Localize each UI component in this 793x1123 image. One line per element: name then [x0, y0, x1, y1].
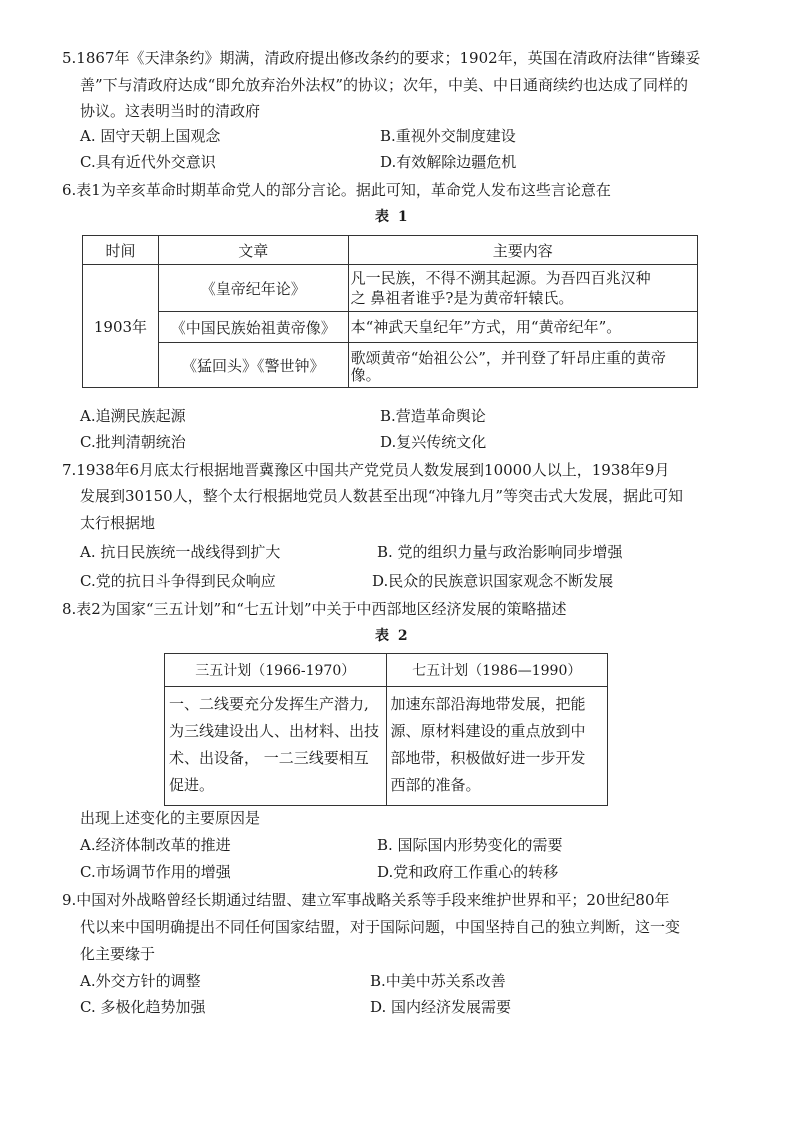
- table-1-header-row: [83, 236, 698, 265]
- content-line: 像。: [350, 366, 381, 384]
- q9-option-c[interactable]: C. 多极化趋势加强: [80, 998, 206, 1016]
- q6-option-d[interactable]: D.复兴传统文化: [380, 433, 487, 451]
- table-2: [164, 653, 608, 806]
- q8-option-c[interactable]: C.市场调节作用的增强: [80, 863, 231, 881]
- table-2-header-row: [165, 654, 608, 687]
- q6-option-b[interactable]: B.营造革命舆论: [380, 407, 486, 425]
- q5-line-1: 5.1867年《天津条约》期满，清政府提出修改条约的要求；1902年，英国在清政府法律“皆臻妥: [62, 49, 701, 67]
- table-2-caption: 表 2: [375, 628, 410, 644]
- table-2-right-cell: [386, 687, 608, 806]
- q9-line-3: 化主要缘于: [80, 945, 156, 963]
- cell-line: 术、出设备， 一二三线要相互: [169, 749, 369, 767]
- content-line: 歌颂黄帝“始祖公公”，并刊登了轩昂庄重的黄帝: [350, 349, 666, 367]
- table-1: [82, 235, 698, 388]
- table-1-article: 《中国民族始祖黄帝像》: [158, 312, 348, 343]
- cell-line: 西部的准备。: [390, 776, 481, 794]
- q5-option-a[interactable]: A. 固守天朝上国观念: [80, 127, 221, 145]
- table-1-content: [348, 265, 697, 312]
- q8-question: 出现上述变化的主要原因是: [80, 809, 261, 827]
- table-row: [83, 343, 698, 388]
- table-1-header-article: 文章: [158, 236, 348, 265]
- cell-line: 加速东部沿海地带发展，把能: [390, 695, 586, 713]
- content-line: 之 鼻祖者谁乎?是为黄帝轩辕氏。: [350, 289, 574, 307]
- table-2-header-plan-7: 七五计划（1986—1990）: [386, 654, 608, 687]
- q7-line-1: 7.1938年6月底太行根据地晋冀豫区中国共产党党员人数发展到10000人以上，1938年9月: [62, 461, 670, 479]
- table-1-content: [348, 343, 697, 388]
- table-1-article: 《皇帝纪年论》: [158, 265, 348, 312]
- table-row: [165, 687, 608, 806]
- cell-line: 部地带，积极做好进一步开发: [390, 749, 586, 767]
- q7-option-c[interactable]: C.党的抗日斗争得到民众响应: [80, 572, 276, 590]
- q5-option-d[interactable]: D.有效解除边疆危机: [380, 153, 517, 171]
- q7-option-a[interactable]: A. 抗日民族统一战线得到扩大: [80, 543, 281, 561]
- q7-line-2: 发展到30150人，整个太行根据地党员人数甚至出现“冲锋九月”等突击式大发展，据此可知: [80, 487, 684, 505]
- q9-line-2: 代以来中国明确提出不同任何国家结盟，对于国际问题，中国坚持自己的独立判断，这一变: [80, 918, 681, 936]
- table-2-header-plan-3: 三五计划（1966-1970）: [165, 654, 387, 687]
- cell-line: 为三线建设出人、出材料、出技: [169, 722, 380, 740]
- table-1-header-time: 时间: [83, 236, 159, 265]
- q6-option-a[interactable]: A.追溯民族起源: [80, 407, 186, 425]
- q9-line-1: 9.中国对外战略曾经长期通过结盟、建立军事战略关系等手段来维护世界和平；20世纪80年: [62, 891, 670, 909]
- q8-line-1: 8.表2为国家“三五计划”和“七五计划”中关于中西部地区经济发展的策略描述: [62, 600, 567, 618]
- q7-option-b[interactable]: B. 党的组织力量与政治影响同步增强: [377, 543, 623, 561]
- table-1-article: 《猛回头》《警世钟》: [158, 343, 348, 388]
- q8-option-b[interactable]: B. 国际国内形势变化的需要: [377, 836, 563, 854]
- cell-line: 促进。: [169, 776, 215, 794]
- content-line: 凡一民族，不得不溯其起源。为吾四百兆汉种: [350, 269, 651, 287]
- table-row: [83, 265, 698, 312]
- cell-line: 源、原材料建设的重点放到中: [390, 722, 586, 740]
- q7-option-d[interactable]: D.民众的民族意识国家观念不断发展: [372, 572, 614, 590]
- q8-option-d[interactable]: D.党和政府工作重心的转移: [377, 863, 559, 881]
- q5-line-2: 善”下与清政府达成“即允放弃治外法权”的协议；次年，中美、中日通商续约也达成了同样的: [80, 76, 689, 94]
- table-1-year: 1903年: [83, 265, 159, 388]
- q6-option-c[interactable]: C.批判清朝统治: [80, 433, 186, 451]
- content-line: 本“神武天皇纪年”方式，用“黄帝纪年”。: [350, 318, 622, 336]
- cell-line: 一、二线要充分发挥生产潜力,: [169, 695, 369, 713]
- q9-option-b[interactable]: B.中美中苏关系改善: [370, 972, 506, 990]
- table-row: [83, 312, 698, 343]
- q9-option-a[interactable]: A.外交方针的调整: [80, 972, 201, 990]
- q5-line-3: 协议。这表明当时的清政府: [80, 102, 261, 120]
- table-1-header-content: 主要内容: [348, 236, 697, 265]
- q5-option-c[interactable]: C.具有近代外交意识: [80, 153, 216, 171]
- table-1-content: [348, 312, 697, 343]
- q6-line-1: 6.表1为辛亥革命时期革命党人的部分言论。据此可知，革命党人发布这些言论意在: [62, 181, 611, 199]
- q8-option-a[interactable]: A.经济体制改革的推进: [80, 836, 231, 854]
- q5-option-b[interactable]: B.重视外交制度建设: [380, 127, 516, 145]
- table-2-left-cell: [165, 687, 387, 806]
- q7-line-3: 太行根据地: [80, 514, 156, 532]
- table-1-caption: 表 1: [375, 209, 410, 225]
- q9-option-d[interactable]: D. 国内经济发展需要: [370, 998, 512, 1016]
